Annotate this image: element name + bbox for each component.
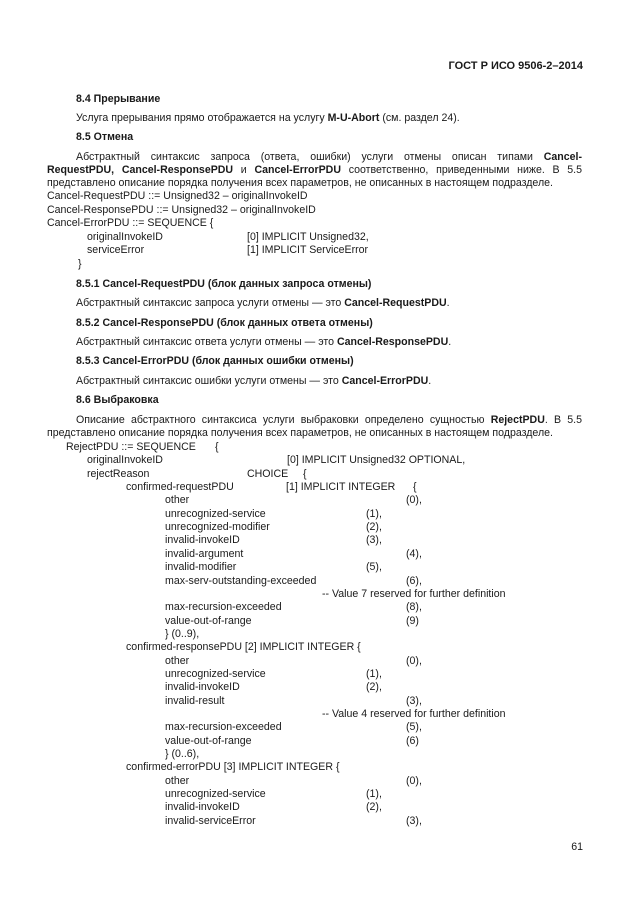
- enum-name: invalid-serviceError: [165, 815, 256, 827]
- enum-value: (2),: [366, 681, 382, 693]
- code-comment: -- Value 7 reserved for further definition: [322, 588, 506, 600]
- enum-name: other: [165, 494, 190, 506]
- code-brace: {: [303, 468, 307, 480]
- enum-value: (3),: [406, 815, 422, 827]
- paragraph-8-6-line-2: представлено описание порядка получения всех параметров, не описанных в настоящем подразделе.: [47, 427, 553, 439]
- enum-value: (0),: [406, 494, 422, 506]
- enum-value: (5),: [406, 721, 422, 733]
- code-line: Cancel-ErrorPDU ::= SEQUENCE {: [47, 217, 214, 229]
- enum-name: value-out-of-range: [165, 735, 252, 747]
- paragraph-8-4: Услуга прерывания прямо отображается на услугу M-U-Abort (см. раздел 24).: [76, 112, 460, 124]
- enum-name: unrecognized-service: [165, 668, 266, 680]
- enum-name: max-recursion-exceeded: [165, 721, 282, 733]
- enum-value: (8),: [406, 601, 422, 613]
- paragraph-8-5-line-3: представлено описание порядка получения всех параметров, не описанных в настоящем подразделе.: [47, 177, 553, 189]
- code-field-def: [1] IMPLICIT ServiceError: [247, 244, 369, 256]
- enum-value: (1),: [366, 788, 382, 800]
- enum-name: invalid-modifier: [165, 561, 237, 573]
- page-number: 61: [571, 841, 583, 853]
- code-line: RejectPDU ::= SEQUENCE: [66, 441, 196, 453]
- enum-name: max-serv-outstanding-exceeded: [165, 575, 317, 587]
- enum-name: other: [165, 655, 190, 667]
- enum-name: unrecognized-modifier: [165, 521, 270, 533]
- enum-value: (1),: [366, 668, 382, 680]
- code-field-name: confirmed-responsePDU [2] IMPLICIT INTEGER {: [126, 641, 361, 653]
- code-field-def: [1] IMPLICIT INTEGER: [286, 481, 396, 493]
- enum-value: (6),: [406, 575, 422, 587]
- enum-value: (9): [406, 615, 419, 627]
- enum-value: (4),: [406, 548, 422, 560]
- paragraph-8-5-line-2: RequestPDU, Cancel-ResponsePDU и Cancel-ErrorPDU соответственно, приведенными ниже. В 5.5: [47, 164, 582, 176]
- enum-name: other: [165, 775, 190, 787]
- code-comment: -- Value 4 reserved for further definition: [322, 708, 506, 720]
- section-heading-8-6: 8.6 Выбраковка: [76, 394, 159, 406]
- code-brace: {: [413, 481, 417, 493]
- section-heading-8-5-2: 8.5.2 Cancel-ResponsePDU (блок данных ответа отмены): [76, 317, 373, 329]
- enum-name: unrecognized-service: [165, 508, 266, 520]
- code-field-def: [0] IMPLICIT Unsigned32 OPTIONAL,: [287, 454, 466, 466]
- enum-name: invalid-invokeID: [165, 681, 240, 693]
- enum-name: invalid-invokeID: [165, 534, 240, 546]
- paragraph-8-5-line-1: Абстрактный синтаксис запроса (ответа, ошибки) услуги отмены описан типами Cancel-: [76, 151, 582, 163]
- enum-value: (3),: [366, 534, 382, 546]
- enum-name: invalid-argument: [165, 548, 244, 560]
- enum-name: max-recursion-exceeded: [165, 601, 282, 613]
- enum-name: invalid-result: [165, 695, 225, 707]
- paragraph-8-5-3: Абстрактный синтаксис ошибки услуги отмены — это Cancel-ErrorPDU.: [76, 375, 432, 387]
- enum-name: invalid-invokeID: [165, 801, 240, 813]
- code-close: } (0..9),: [165, 628, 200, 640]
- code-field-name: rejectReason: [87, 468, 150, 480]
- enum-name: unrecognized-service: [165, 788, 266, 800]
- enum-value: (6): [406, 735, 419, 747]
- enum-value: (5),: [366, 561, 382, 573]
- section-heading-8-4: 8.4 Прерывание: [76, 93, 161, 105]
- enum-name: value-out-of-range: [165, 615, 252, 627]
- paragraph-8-5-1: Абстрактный синтаксис запроса услуги отмены — это Cancel-RequestPDU.: [76, 297, 450, 309]
- enum-value: (3),: [406, 695, 422, 707]
- code-line: Cancel-RequestPDU ::= Unsigned32 – originalInvokeID: [47, 190, 308, 202]
- code-field-name: serviceError: [87, 244, 145, 256]
- code-field-def: [0] IMPLICIT Unsigned32,: [247, 231, 369, 243]
- code-field-name: originalInvokeID: [87, 231, 163, 243]
- section-heading-8-5-3: 8.5.3 Cancel-ErrorPDU (блок данных ошибки отмены): [76, 355, 354, 367]
- code-field-name: confirmed-requestPDU: [126, 481, 234, 493]
- enum-value: (1),: [366, 508, 382, 520]
- paragraph-8-6-line-1: Описание абстрактного синтаксиса услуги выбраковки определено сущностью RejectPDU. В 5.5: [76, 414, 582, 426]
- code-close: } (0..6),: [165, 748, 200, 760]
- code-field-name: confirmed-errorPDU [3] IMPLICIT INTEGER {: [126, 761, 340, 773]
- standard-header: ГОСТ Р ИСО 9506-2–2014: [448, 60, 583, 72]
- section-heading-8-5: 8.5 Отмена: [76, 131, 134, 143]
- code-close-brace: }: [78, 258, 82, 270]
- code-line: Cancel-ResponsePDU ::= Unsigned32 – originalInvokeID: [47, 204, 316, 216]
- code-brace: {: [215, 441, 219, 453]
- enum-value: (2),: [366, 521, 382, 533]
- enum-value: (2),: [366, 801, 382, 813]
- code-field-name: originalInvokeID: [87, 454, 163, 466]
- section-heading-8-5-1: 8.5.1 Cancel-RequestPDU (блок данных запроса отмены): [76, 278, 372, 290]
- enum-value: (0),: [406, 775, 422, 787]
- code-field-def: CHOICE: [247, 468, 289, 480]
- enum-value: (0),: [406, 655, 422, 667]
- paragraph-8-5-2: Абстрактный синтаксис ответа услуги отмены — это Cancel-ResponsePDU.: [76, 336, 452, 348]
